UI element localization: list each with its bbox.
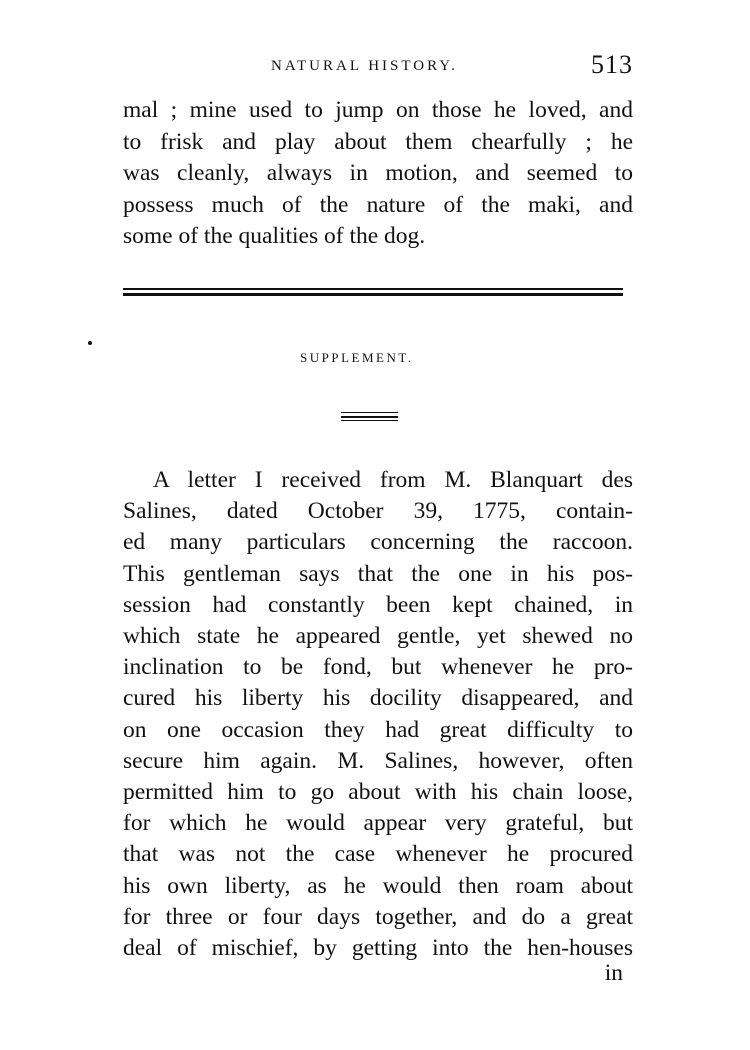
text-line: secure him again. M. Salines, however, often [123, 747, 633, 774]
text-line: on one occasion they had great difficulty to [123, 716, 633, 743]
page-number: 513 [591, 50, 633, 79]
text-line: some of the qualities of the dog. [123, 223, 426, 250]
running-head: NATURAL HISTORY. [271, 58, 458, 74]
text-line: that was not the case whenever he procured [123, 841, 633, 868]
text-line: session had constantly been kept chained, in [123, 591, 633, 618]
text-line: mal ; mine used to jump on those he loved, and [123, 97, 633, 123]
catchword: in [604, 960, 623, 986]
page-header [123, 50, 633, 84]
text-line: inclination to be fond, but whenever he pro- [123, 654, 633, 681]
text-line: A letter I received from M. Blanquart des [153, 467, 633, 493]
ornamental-short-rule [341, 412, 398, 422]
text-line: permitted him to go about with his chain loose, [123, 779, 633, 806]
continued-paragraph [123, 95, 633, 253]
text-line: was cleanly, always in motion, and seemed to [123, 160, 633, 187]
text-line: cured his liberty his docility disappeared, and [123, 685, 633, 712]
text-line: ed many particulars concerning the raccoon. [123, 529, 633, 556]
text-line: Salines, dated October 39, 1775, contain- [123, 498, 633, 525]
text-line: deal of mischief, by getting into the hen-houses [123, 935, 633, 962]
text-line: possess much of the nature of the maki, and [123, 191, 633, 218]
text-line: for three or four days together, and do a great [123, 903, 633, 930]
text-line: This gentleman says that the one in his pos- [123, 560, 633, 587]
text-line: which state he appeared gentle, yet shewed no [123, 623, 633, 650]
section-divider-double-rule [123, 288, 623, 298]
supplement-paragraph [123, 465, 633, 964]
text-line: to frisk and play about them chearfully ; he [123, 128, 633, 155]
text-line: his own liberty, as he would then roam about [123, 872, 633, 899]
ink-speck [88, 341, 92, 345]
text-line: for which he would appear very grateful, but [123, 810, 633, 837]
section-title: SUPPLEMENT. [300, 350, 414, 365]
